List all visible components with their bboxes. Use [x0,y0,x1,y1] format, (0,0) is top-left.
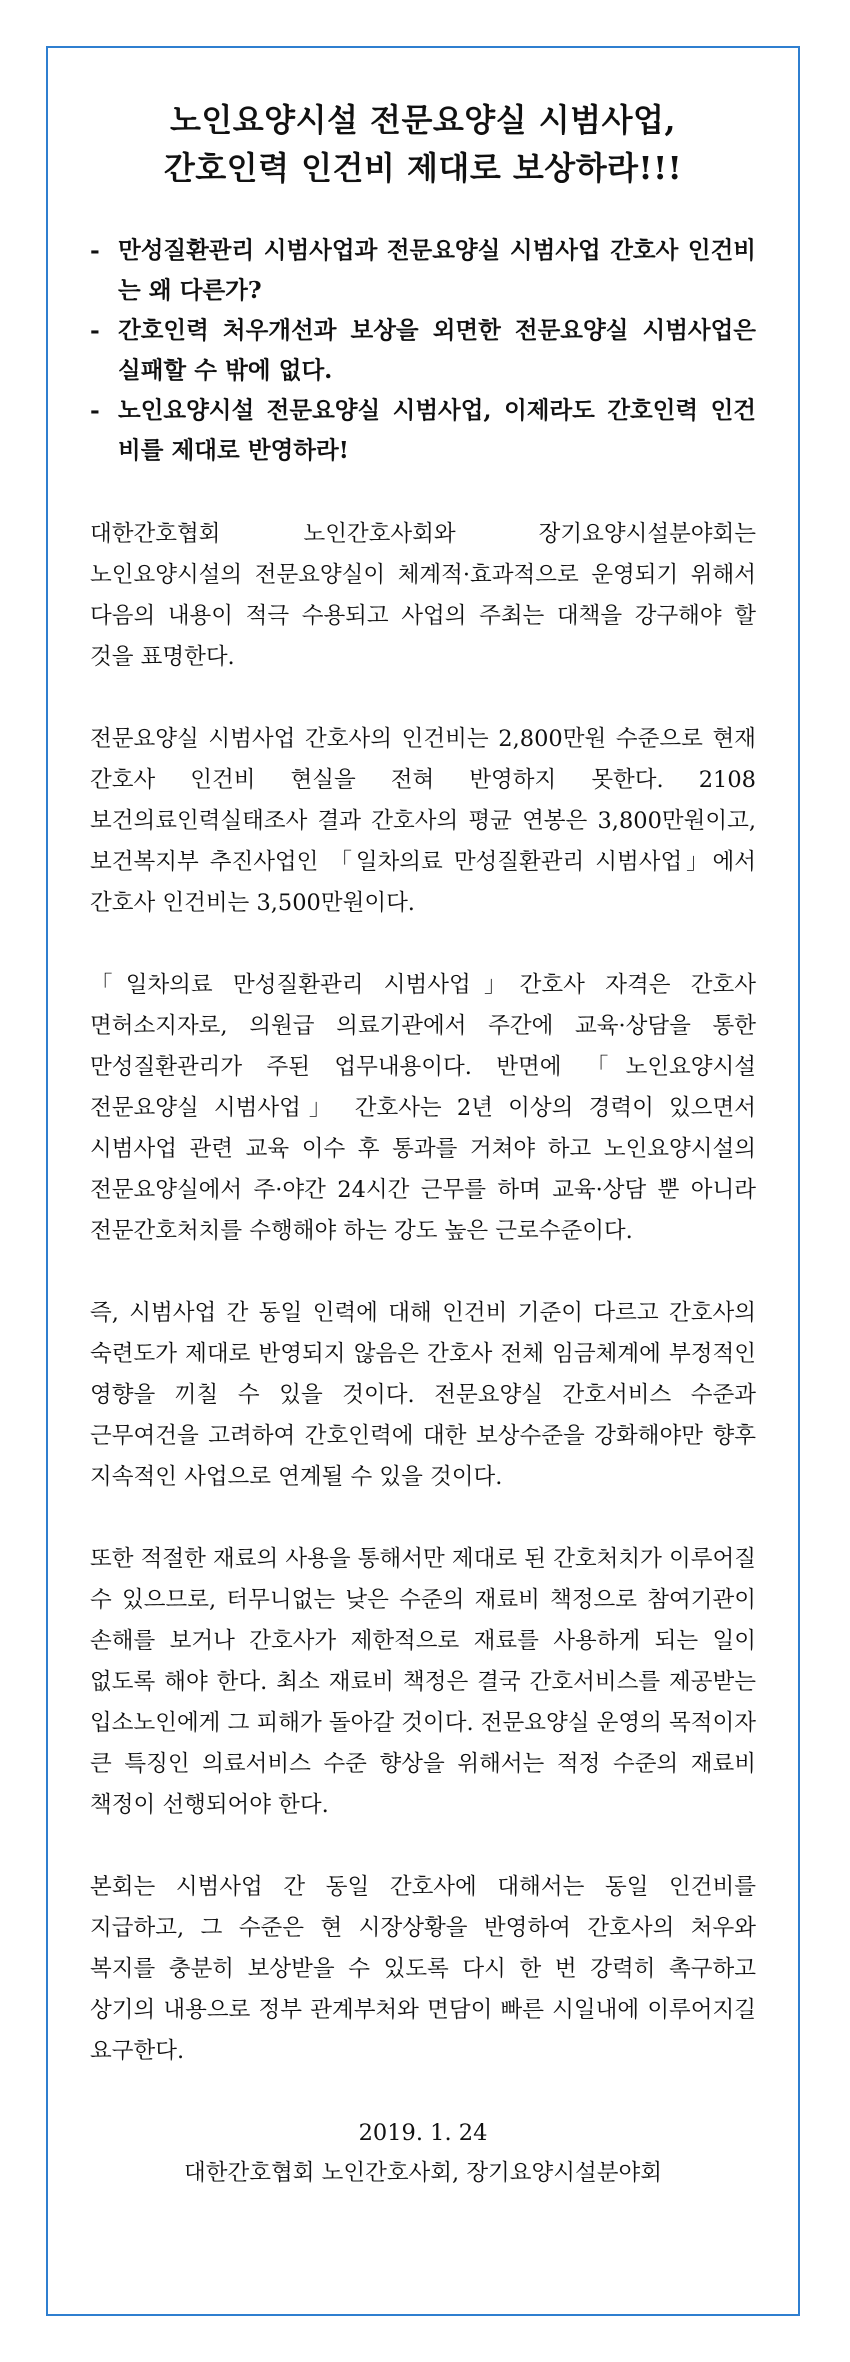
body-paragraph-materials: 또한 적절한 재료의 사용을 통해서만 제대로 된 간호처치가 이루어질 수 있으므로, 터무니없는 낮은 수준의 재료비 책정으로 참여기관이 손해를 보거나 간호사가 제한적으로 재료를 사용하게 되는 일이 없도록 해야 한다. 최소 재료비 책정은 결국 간호서비스를 제공받는 입소노인에게 그 피해가 돌아갈 것이다. 전문요양실 운영의 목적이자 큰 특징인 의료서비스 수준 향상을 위해서는 적정 수준의 재료비 책정이 선행되어야 한다. [90,1546,756,1818]
issuing-organization: 대한간호협회 노인간호사회, 장기요양시설분야회 [184,2160,662,2186]
body-paragraph-intro: 대한간호협회 노인간호사회와 장기요양시설분야회는 노인요양시설의 전문요양실이 체계적·효과적으로 운영되기 위해서 다음의 내용이 적극 수용되고 사업의 주최는 대책을 강구해야 할 것을 표명한다. [90,521,756,670]
summary-bullet [90,310,756,390]
body-paragraph-demand: 본회는 시범사업 간 동일 간호사에 대해서는 동일 인건비를 지급하고, 그 수준은 현 시장상황을 반영하여 간호사의 처우와 복지를 충분히 보상받을 수 있도록 다시 한 번 강력히 촉구하고 상기의 내용으로 정부 관계부처와 면담이 빠른 시일내에 이루어지길 요구한다. [90,1874,756,2064]
summary-bullet-text: 노인요양시설 전문요양실 시범사업, 이제라도 간호인력 인건비를 제대로 반영하라! [118,396,756,464]
summary-bullet [90,390,756,470]
summary-bullet-text: 만성질환관리 시범사업과 전문요양실 시범사업 간호사 인건비는 왜 다른가? [118,236,756,304]
summary-bullet-text: 간호인력 처우개선과 보상을 외면한 전문요양실 시범사업은 실패할 수 밖에 없다. [118,316,756,384]
statement-title [90,96,756,192]
title-line-1: 노인요양시설 전문요양실 시범사업, [169,101,677,139]
title-line-2: 간호인력 인건비 제대로 보상하라!!! [163,149,683,187]
summary-bullet [90,230,756,310]
summary-bullet-list [90,230,756,470]
bullet-dash: - [90,316,100,344]
body-paragraph-impact: 즉, 시범사업 간 동일 인력에 대해 인건비 기준이 다르고 간호사의 숙련도가 제대로 반영되지 않음은 간호사 전체 임금체계에 부정적인 영향을 끼칠 수 있을 것이다. 전문요양실 간호서비스 수준과 근무여건을 고려하여 간호인력에 대한 보상수준을 강화해야만 향후 지속적인 사업으로 연계될 수 있을 것이다. [90,1300,756,1490]
bullet-dash: - [90,236,100,264]
bullet-dash: - [90,396,100,424]
statement-date: 2019. 1. 24 [358,2120,488,2146]
body-paragraph-wages: 전문요양실 시범사업 간호사의 인건비는 2,800만원 수준으로 현재 간호사 인건비 현실을 전혀 반영하지 못한다. 2108 보건의료인력실태조사 결과 간호사의 평균 연봉은 3,800만원이고, 보건복지부 추진사업인 「일차의료 만성질환관리 시범사업」에서 간호사 인건비는 3,500만원이다. [90,726,756,916]
statement-frame [46,46,800,2316]
body-paragraph-comparison: 「일차의료 만성질환관리 시범사업」간호사 자격은 간호사 면허소지자로, 의원급 의료기관에서 주간에 교육·상담을 통한 만성질환관리가 주된 업무내용이다. 반면에 「노인요양시설 전문요양실 시범사업」 간호사는 2년 이상의 경력이 있으면서 시범사업 관련 교육 이수 후 통과를 거쳐야 하고 노인요양시설의 전문요양실에서 주·야간 24시간 근무를 하며 교육·상담 뿐 아니라 전문간호처치를 수행해야 하는 강도 높은 근로수준이다. [90,972,756,1244]
